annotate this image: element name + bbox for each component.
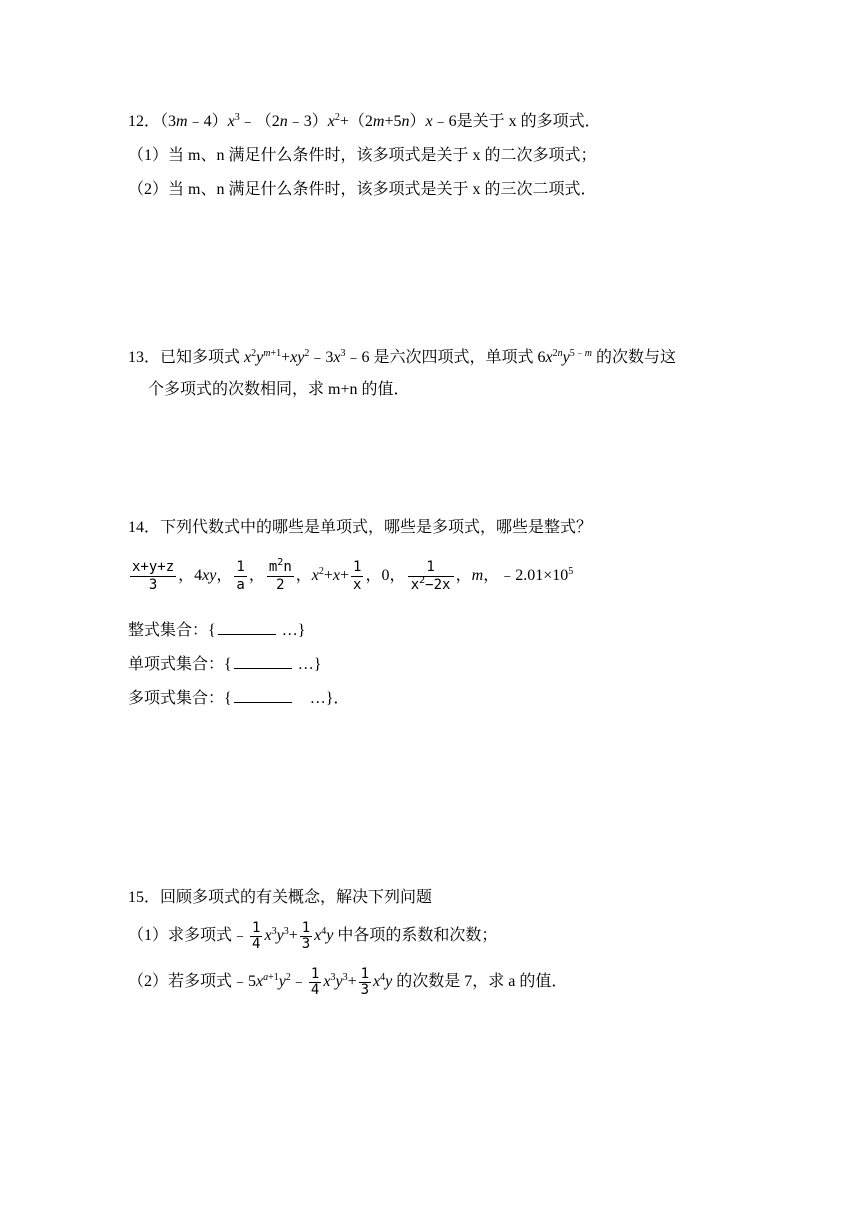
question-14-expressions: $\frac{x+y+z}{3}$ ，4xy， $\frac{1}{a}$ ， $\frac{m^2n}{2}$ ，$x^2+x+$ $\frac{1}{x}$ ，0， $\frac{1}{x^2-2x}$ ，m，$﹣2.01\times 10^5$ <box>132 556 574 593</box>
question-14-question: 下列代数式中的哪些是单项式，哪些是多项式，哪些是整式？ <box>160 519 593 536</box>
question-13-middle: 是六次四项式，单项式 <box>373 349 534 366</box>
set-integral-end: …} <box>281 622 306 639</box>
fraction-one-quarter: $\frac{1}{4}$ <box>310 965 320 998</box>
question-13-number: 13． <box>128 349 161 366</box>
question-12-number: 12． <box>128 113 161 130</box>
question-12-stem-end: 是关于 x 的多项式． <box>456 113 601 130</box>
question-13-line-1 <box>128 348 676 368</box>
set-polynomials <box>128 688 349 709</box>
question-14-stem <box>128 518 592 538</box>
question-15-part-1-suffix: 中各项的系数和次数； <box>337 927 498 944</box>
expression-fraction-x-plus-y-plus-z-over-3: $\frac{x+y+z}{3}$ <box>132 558 175 593</box>
expression-fraction-1-over-x2-minus-2x: $\frac{1}{x^2-2x}$ <box>409 558 452 593</box>
question-15-part-2-label: （2） <box>128 973 169 990</box>
answer-blank-integral[interactable] <box>218 620 276 635</box>
question-12-polynomial: $(3m﹣4)x^3﹣(2n﹣3)x^2+(2m+5n)x﹣6$ <box>160 112 457 130</box>
question-13-polynomial: $x^2y^{m+1}+xy^2﹣3x^3﹣6$ <box>244 348 370 366</box>
expression-fraction-m2n-over-2: $\frac{m^2n}{2}$ <box>268 556 292 593</box>
expression-fraction-1-over-x: $\frac{1}{x}$ <box>353 558 362 593</box>
question-13-suffix: 的次数与这 <box>595 349 676 366</box>
question-15-part-1: （1）求多项式﹣ $\frac{1}{4}$ $x^3y^3+$ $\frac{1}{3}$ $x^4y$ 中各项的系数和次数； <box>128 919 498 952</box>
question-12-part-1-label: （1） <box>128 147 169 164</box>
question-12-part-2-label: （2） <box>128 181 169 198</box>
question-13-line-2: 个多项式的次数相同，求 m+n 的值． <box>148 381 410 398</box>
fraction-one-third: $\frac{1}{3}$ <box>360 965 370 998</box>
set-monomials <box>128 654 321 675</box>
fraction-one-third: $\frac{1}{3}$ <box>301 919 311 952</box>
question-15-part-2: （2）若多项式$﹣5x^{a+1}y^2﹣$ $\frac{1}{4}$ $x^3y^3+$ $\frac{1}{3}$ $x^4y$ 的次数是 7，求 a 的值． <box>128 965 568 998</box>
question-12-part-1-text: 当 m、n 满足什么条件时，该多项式是关于 x 的二次多项式； <box>168 147 597 164</box>
set-monomial-end: …} <box>297 656 322 673</box>
question-14-number: 14． <box>128 519 161 536</box>
question-15-part-1-prefix: 求多项式 <box>168 927 233 944</box>
set-polynomial-label: 多项式集合：{ <box>128 690 232 707</box>
set-monomial-label: 单项式集合：{ <box>128 656 232 673</box>
question-15-number: 15． <box>128 889 161 906</box>
question-15-stem <box>128 888 432 908</box>
question-13-monomial: $6x^{2n}y^{5﹣m}$ <box>537 348 592 366</box>
expression-fraction-1-over-a: $\frac{1}{a}$ <box>236 558 245 593</box>
question-12-stem <box>128 112 601 132</box>
question-12-part-2 <box>128 180 596 200</box>
set-integral-label: 整式集合：{ <box>128 622 216 639</box>
set-polynomial-end: …}． <box>309 690 350 707</box>
question-12-part-2-text: 当 m、n 满足什么条件时，该多项式是关于 x 的三次二项式． <box>168 181 597 198</box>
set-integral-expressions <box>128 620 305 641</box>
answer-blank-polynomial[interactable] <box>234 688 292 703</box>
question-15-part-2-suffix: 的次数是 7，求 a 的值． <box>396 973 568 990</box>
question-13-prefix: 已知多项式 <box>160 349 241 366</box>
question-15-part-1-label: （1） <box>128 927 169 944</box>
fraction-one-quarter: $\frac{1}{4}$ <box>252 919 261 952</box>
answer-blank-monomial[interactable] <box>234 654 292 669</box>
question-15-part-2-prefix: 若多项式 <box>168 973 233 990</box>
question-15-title: 回顾多项式的有关概念，解决下列问题 <box>160 889 433 906</box>
question-12-part-1 <box>128 146 596 166</box>
